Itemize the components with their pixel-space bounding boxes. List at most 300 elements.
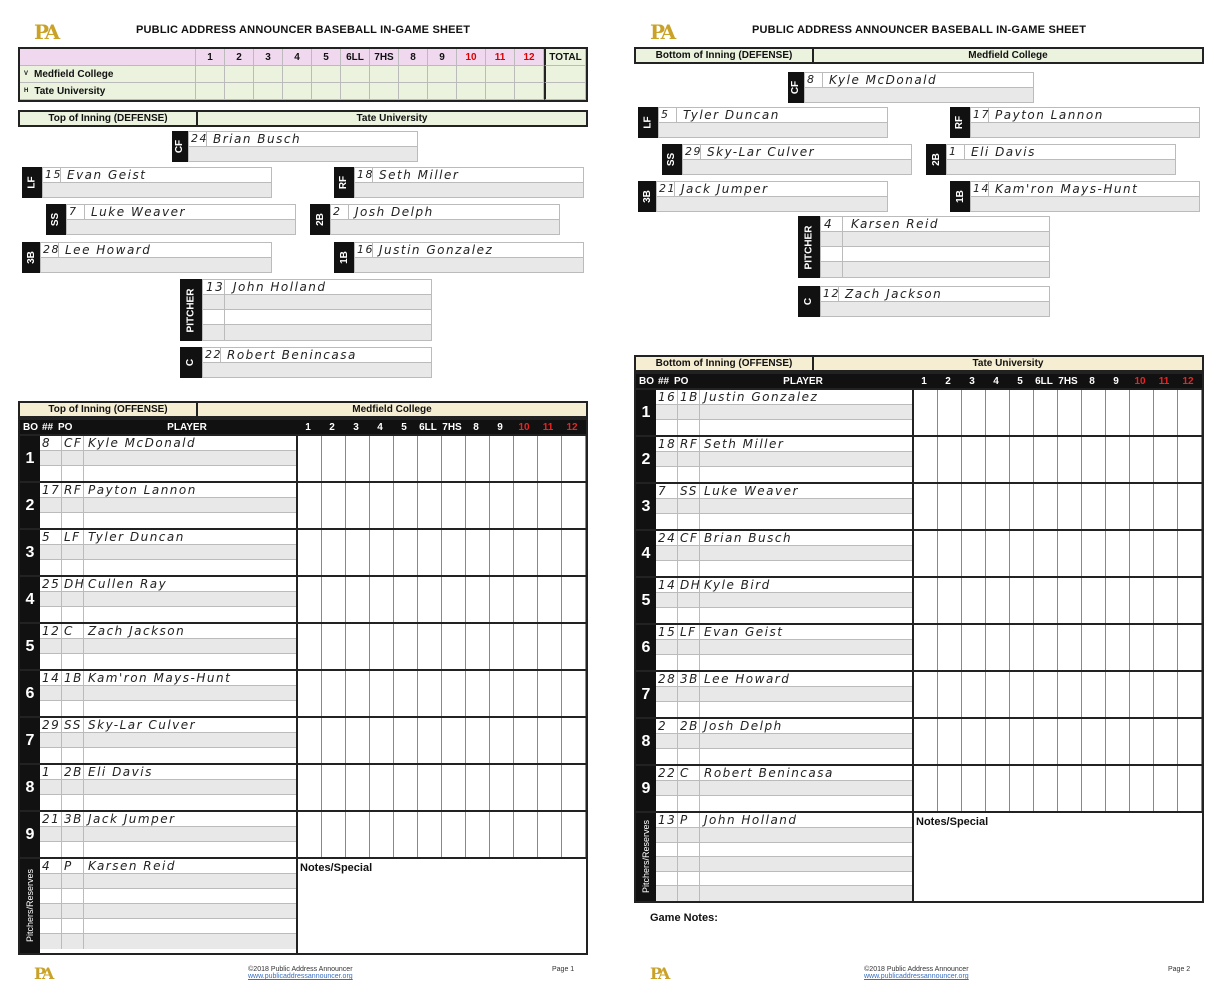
score-cell[interactable] [312, 66, 341, 83]
sub-line[interactable] [656, 467, 912, 482]
score-cell[interactable] [457, 66, 486, 83]
sub-line[interactable] [40, 780, 296, 795]
offense-header [18, 401, 588, 418]
footer-logo: PA [650, 964, 668, 983]
sub-line[interactable] [40, 733, 296, 748]
score-cell[interactable] [486, 66, 515, 83]
sub-line[interactable] [40, 748, 296, 763]
reserve-line[interactable] [656, 843, 912, 858]
inning-cells[interactable] [912, 578, 1202, 623]
reserve-line[interactable] [40, 874, 296, 889]
game-notes-label: Game Notes: [650, 912, 718, 924]
player-number: 22 [658, 766, 677, 780]
sheet-page-1 [12, 0, 612, 1008]
player-number: 24 [658, 531, 677, 545]
lineup-player-line[interactable] [40, 577, 296, 592]
lineup-row [636, 529, 1202, 576]
player-name: Karsen Reid [88, 859, 176, 873]
player-position: CF [680, 531, 699, 545]
score-cell[interactable] [370, 66, 399, 83]
lineup-player-line[interactable] [656, 578, 912, 593]
score-cell[interactable] [515, 66, 544, 83]
inning-col-header: 12 [566, 421, 578, 433]
position-label-ss: SS [662, 144, 682, 175]
lineup-row [636, 435, 1202, 482]
player-position: RF [680, 437, 699, 451]
pitcher-row[interactable] [203, 325, 431, 340]
inning-col-header: 11 [542, 421, 554, 433]
pitcher-row[interactable] [203, 280, 431, 295]
inning-cells[interactable] [296, 483, 586, 528]
player-name: Tyler Duncan [683, 108, 780, 122]
inning-cells[interactable] [912, 719, 1202, 764]
pitcher-row[interactable] [203, 310, 431, 325]
lineup-player-line[interactable] [40, 671, 296, 686]
inning-col-header: 6LL [1035, 375, 1053, 387]
pa-logo: PA [34, 20, 58, 44]
lineup-player-line[interactable] [656, 766, 912, 781]
player-name: Tyler Duncan [88, 530, 185, 544]
inning-col-header: 9 [1113, 375, 1119, 387]
footer-copy-text: ©2018 Public Address Announcer [864, 966, 969, 973]
inning-col-header: 8 [473, 421, 479, 433]
batting-order: 5 [20, 624, 40, 669]
player-number: 1 [947, 145, 965, 159]
defense-team: Tate University [196, 112, 586, 125]
fielder-box-2b[interactable] [330, 204, 560, 235]
lineup-player-line[interactable] [656, 672, 912, 687]
position-label-cf: CF [172, 131, 188, 162]
player-name: Seth Miller [704, 437, 785, 451]
score-cell[interactable] [312, 83, 341, 100]
fielder-box-lf[interactable] [42, 167, 272, 198]
inning-cells[interactable] [296, 624, 586, 669]
sub-line[interactable] [656, 796, 912, 811]
sub-line[interactable] [656, 420, 912, 435]
inning-col-header: 4 [377, 421, 383, 433]
player-name: Lee Howard [65, 243, 152, 257]
player-name: Brian Busch [213, 132, 302, 146]
sub-line[interactable] [40, 701, 296, 716]
sub-line[interactable] [40, 545, 296, 560]
player-name: Kyle McDonald [88, 436, 197, 450]
position-label-ss: SS [46, 204, 66, 235]
player-position: 2B [64, 765, 83, 779]
inning-cells[interactable] [296, 577, 586, 622]
position-label-rf: RF [334, 167, 354, 198]
player-name: Zach Jackson [845, 287, 943, 301]
lineup-player-line[interactable] [40, 436, 296, 451]
player-name: Brian Busch [704, 531, 793, 545]
lineup-row [20, 716, 586, 763]
sub-line[interactable] [656, 749, 912, 764]
sub-line[interactable] [40, 451, 296, 466]
score-cell[interactable] [254, 66, 283, 83]
player-number: 7 [656, 484, 678, 498]
player-name: Karsen Reid [851, 217, 939, 231]
player-name: Josh Delph [355, 205, 434, 219]
inning-col-header: 7HS [442, 421, 462, 433]
reserve-line[interactable] [656, 857, 912, 872]
pa-logo: PA [650, 20, 674, 44]
player-number: 5 [40, 530, 62, 544]
batting-order: 5 [636, 578, 656, 623]
pitcher-row[interactable] [821, 262, 1049, 277]
inning-cells[interactable] [296, 812, 586, 857]
fielder-box-ss[interactable] [682, 144, 912, 175]
footer-link[interactable]: www.publicaddressannouncer.org [864, 973, 969, 980]
defense-header [18, 110, 588, 127]
offense-label: Bottom of Inning (OFFENSE) [636, 357, 812, 370]
player-header: PLAYER [783, 375, 823, 387]
fielder-box-3b[interactable] [656, 181, 888, 212]
player-number: 5 [659, 108, 677, 122]
score-cell[interactable] [196, 66, 225, 83]
sheet-page-2 [628, 0, 1224, 1008]
reserves-label: Pitchers/Reserves [641, 820, 651, 894]
reserves-row [636, 811, 1202, 901]
defense-team: Medfield College [812, 49, 1202, 62]
player-position: 3B [680, 672, 699, 686]
score-cell[interactable] [457, 83, 486, 100]
num-header: ## [658, 375, 670, 387]
position-label-3b: 3B [22, 242, 40, 273]
batting-order: 9 [636, 766, 656, 811]
reserve-line[interactable] [40, 904, 296, 919]
player-name: Payton Lannon [88, 483, 197, 497]
player-number: 21 [659, 182, 676, 195]
player-number: 15 [45, 168, 62, 181]
inning-cells[interactable] [296, 671, 586, 716]
offense-label: Top of Inning (OFFENSE) [20, 403, 196, 416]
sub-line[interactable] [40, 654, 296, 669]
inning-header-5: 5 [312, 49, 341, 66]
player-number: 18 [357, 168, 374, 181]
position-label-lf: LF [638, 107, 658, 138]
batting-order: 8 [20, 765, 40, 810]
player-name: Luke Weaver [704, 484, 799, 498]
notes-area[interactable] [912, 813, 1202, 901]
player-number: 29 [685, 145, 702, 158]
player-number: 2 [656, 719, 678, 733]
player-number: 8 [40, 436, 62, 450]
lineup-row [636, 388, 1202, 435]
position-label-2b: 2B [926, 144, 946, 175]
notes-area[interactable] [296, 859, 586, 953]
player-name: Eli Davis [88, 765, 153, 779]
inning-cells[interactable] [296, 436, 586, 481]
sub-line[interactable] [40, 592, 296, 607]
inning-cells[interactable] [296, 530, 586, 575]
lineup-player-line[interactable] [656, 719, 912, 734]
sub-line[interactable] [656, 702, 912, 717]
player-number: 25 [42, 577, 61, 591]
lineup-player-line[interactable] [656, 484, 912, 499]
player-name: Evan Geist [704, 625, 784, 639]
fielder-box-ss[interactable] [66, 204, 296, 235]
lineup-row [20, 434, 586, 481]
player-name: Kam'ron Mays-Hunt [995, 182, 1139, 196]
team-label: Medfield College [34, 68, 114, 80]
sub-line[interactable] [40, 607, 296, 622]
sub-line[interactable] [40, 560, 296, 575]
fielder-box-cf[interactable] [804, 72, 1034, 103]
score-cell[interactable] [254, 83, 283, 100]
inning-header-10: 10 [457, 49, 486, 66]
player-name: Kam'ron Mays-Hunt [88, 671, 232, 685]
sub-line[interactable] [656, 514, 912, 529]
scoreboard [18, 47, 588, 102]
sub-line[interactable] [656, 499, 912, 514]
batting-order: 8 [636, 719, 656, 764]
sub-line[interactable] [40, 686, 296, 701]
player-name: Luke Weaver [91, 205, 186, 219]
pitcher-row[interactable] [821, 247, 1049, 262]
player-name: Cullen Ray [88, 577, 168, 591]
score-cell[interactable] [399, 66, 428, 83]
sub-line[interactable] [656, 593, 912, 608]
lineup-player-line[interactable] [656, 437, 912, 452]
player-number: 28 [43, 243, 60, 256]
fielder-box-3b[interactable] [40, 242, 272, 273]
reserve-line[interactable] [656, 828, 912, 843]
player-number: 1 [40, 765, 62, 779]
po-header: PO [58, 421, 73, 433]
player-name: Evan Geist [67, 168, 147, 182]
team-name-1 [20, 66, 196, 83]
player-position: 2B [680, 719, 699, 733]
inning-col-header: 11 [1158, 375, 1170, 387]
fielder-box-rf[interactable] [354, 167, 584, 198]
lineup-player-line[interactable] [40, 624, 296, 639]
player-number: 13 [658, 813, 677, 827]
batting-order: 3 [636, 484, 656, 529]
inning-col-header: 5 [401, 421, 407, 433]
lineup-player-line[interactable] [40, 812, 296, 827]
score-cell[interactable] [486, 83, 515, 100]
inning-col-header: 12 [1182, 375, 1194, 387]
player-number: 28 [658, 672, 677, 686]
reserve-line[interactable] [40, 934, 296, 949]
inning-cells[interactable] [912, 531, 1202, 576]
batting-order: 1 [20, 436, 40, 481]
pitcher-row[interactable] [821, 217, 1049, 232]
player-name: Josh Delph [704, 719, 783, 733]
inning-header-7: 7HS [370, 49, 399, 66]
offense-header [634, 355, 1204, 372]
inning-col-header: 10 [518, 421, 530, 433]
inning-header-12: 12 [515, 49, 544, 66]
inning-col-header: 5 [1017, 375, 1023, 387]
offense-lineup [18, 418, 588, 955]
score-cell[interactable] [341, 66, 370, 83]
pitcher-row[interactable] [821, 232, 1049, 247]
inning-cells[interactable] [912, 625, 1202, 670]
position-label-1b: 1B [334, 242, 354, 273]
sub-line[interactable] [40, 827, 296, 842]
inning-cells[interactable] [296, 718, 586, 763]
fielder-box-1b[interactable] [970, 181, 1200, 212]
sub-line[interactable] [40, 513, 296, 528]
player-position: 1B [680, 390, 699, 404]
player-number: 7 [67, 205, 85, 219]
player-name: Lee Howard [704, 672, 791, 686]
inning-header-9: 9 [428, 49, 457, 66]
player-position: LF [62, 530, 84, 544]
inning-col-header: 1 [921, 375, 927, 387]
sub-line[interactable] [656, 655, 912, 670]
player-position: DH [680, 578, 702, 592]
player-number: 4 [40, 859, 62, 873]
lineup-player-line[interactable] [40, 530, 296, 545]
inning-cells[interactable] [912, 484, 1202, 529]
player-number: 29 [42, 718, 61, 732]
sub-line[interactable] [656, 608, 912, 623]
lineup-player-line[interactable] [40, 765, 296, 780]
inning-header-11: 11 [486, 49, 515, 66]
inning-col-header: 2 [945, 375, 951, 387]
score-cell[interactable] [283, 66, 312, 83]
inning-col-header: 10 [1134, 375, 1146, 387]
inning-cells[interactable] [912, 766, 1202, 811]
sub-line[interactable] [40, 466, 296, 481]
lineup-player-line[interactable] [656, 531, 912, 546]
score-cell[interactable] [225, 66, 254, 83]
page-title: PUBLIC ADDRESS ANNOUNCER BASEBALL IN-GAME SHEET [752, 24, 1087, 36]
score-cell[interactable] [515, 83, 544, 100]
defense-label: Bottom of Inning (DEFENSE) [636, 49, 812, 62]
fielder-box-c[interactable] [202, 347, 432, 378]
fielder-box-2b[interactable] [946, 144, 1176, 175]
player-name: Payton Lannon [995, 108, 1104, 122]
num-header: ## [42, 421, 54, 433]
score-cell[interactable] [428, 83, 457, 100]
player-number: 17 [42, 483, 61, 497]
inning-header-8: 8 [399, 49, 428, 66]
reserve-line[interactable] [656, 813, 912, 828]
sub-line[interactable] [40, 639, 296, 654]
footer-copy-text: ©2018 Public Address Announcer [248, 966, 353, 973]
bo-header: BO [23, 421, 38, 433]
position-label-3b: 3B [638, 181, 656, 212]
inning-cells[interactable] [912, 672, 1202, 717]
team-label: Tate University [34, 85, 106, 97]
score-cell[interactable] [196, 83, 225, 100]
fielder-box-rf[interactable] [970, 107, 1200, 138]
lineup-player-line[interactable] [656, 390, 912, 405]
page-number: Page 2 [1168, 966, 1191, 973]
lineup-player-line[interactable] [40, 483, 296, 498]
player-name: Sky-Lar Culver [88, 718, 197, 732]
sub-line[interactable] [656, 561, 912, 576]
score-cell[interactable] [370, 83, 399, 100]
lineup-row [636, 764, 1202, 811]
batting-order: 9 [20, 812, 40, 857]
player-number: 12 [823, 287, 840, 300]
sub-line[interactable] [656, 640, 912, 655]
score-cell[interactable] [283, 83, 312, 100]
sub-line[interactable] [656, 452, 912, 467]
player-number: 8 [805, 73, 823, 87]
fielder-box-c[interactable] [820, 286, 1050, 317]
sub-line[interactable] [656, 734, 912, 749]
pitcher-box [202, 279, 432, 341]
sub-line[interactable] [656, 687, 912, 702]
inning-cells[interactable] [912, 437, 1202, 482]
player-name: Robert Benincasa [227, 348, 357, 362]
player-number: 2 [331, 205, 349, 219]
team-flag: V [24, 71, 29, 77]
score-total[interactable] [544, 66, 586, 83]
player-number: 14 [658, 578, 677, 592]
fielder-box-cf[interactable] [188, 131, 418, 162]
lineup-row [636, 482, 1202, 529]
inning-col-header: 9 [497, 421, 503, 433]
sub-line[interactable] [40, 795, 296, 810]
reserve-line[interactable] [656, 872, 912, 887]
score-cell[interactable] [428, 66, 457, 83]
fielder-box-lf[interactable] [658, 107, 888, 138]
inning-cells[interactable] [296, 765, 586, 810]
lineup-player-line[interactable] [656, 625, 912, 640]
batting-order: 1 [636, 390, 656, 435]
reserve-line[interactable] [40, 859, 296, 874]
pitcher-row[interactable] [203, 295, 431, 310]
player-number: 14 [973, 182, 990, 195]
lineup-header [20, 420, 586, 434]
fielder-box-1b[interactable] [354, 242, 584, 273]
score-cell[interactable] [341, 83, 370, 100]
offense-team: Tate University [812, 357, 1202, 370]
player-position: P [678, 813, 700, 827]
player-name: Justin Gonzalez [704, 390, 819, 404]
player-position: P [62, 859, 84, 873]
score-cell[interactable] [225, 83, 254, 100]
defense-header [634, 47, 1204, 64]
lineup-player-line[interactable] [40, 718, 296, 733]
sub-line[interactable] [656, 781, 912, 796]
sub-line[interactable] [40, 498, 296, 513]
offense-team: Medfield College [196, 403, 586, 416]
inning-col-header: 4 [993, 375, 999, 387]
player-name: Kyle Bird [704, 578, 771, 592]
inning-header-1: 1 [196, 49, 225, 66]
player-name: John Holland [704, 813, 798, 827]
position-label-c: C [798, 286, 820, 317]
player-number: 17 [973, 108, 990, 121]
reserve-line[interactable] [656, 886, 912, 901]
sub-line[interactable] [656, 546, 912, 561]
footer-copyright [864, 966, 969, 980]
inning-header-4: 4 [283, 49, 312, 66]
footer-logo: PA [34, 964, 52, 983]
reserve-line[interactable] [40, 919, 296, 934]
player-number: 4 [821, 217, 843, 231]
lineup-row [20, 669, 586, 716]
inning-col-header: 6LL [419, 421, 437, 433]
player-number: 22 [205, 348, 222, 361]
reserve-line[interactable] [40, 889, 296, 904]
score-cell[interactable] [399, 83, 428, 100]
sub-line[interactable] [40, 842, 296, 857]
sub-line[interactable] [656, 405, 912, 420]
footer-link[interactable]: www.publicaddressannouncer.org [248, 973, 353, 980]
score-total[interactable] [544, 83, 586, 100]
player-number: 13 [203, 280, 225, 294]
player-name: John Holland [233, 280, 327, 294]
inning-col-header: 2 [329, 421, 335, 433]
inning-cells[interactable] [912, 390, 1202, 435]
